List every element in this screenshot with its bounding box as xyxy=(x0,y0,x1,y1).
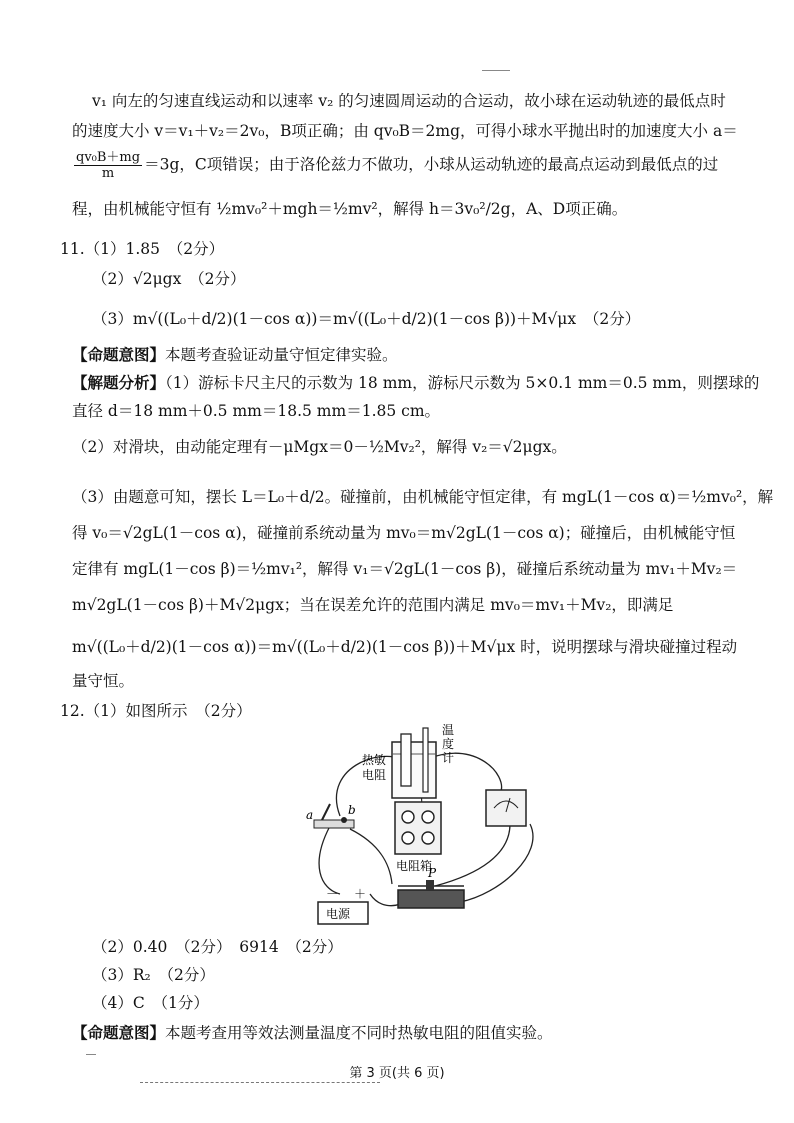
text-line: v₁ 向左的匀速直线运动和以速率 v₂ 的匀速圆周运动的合运动，故小球在运动轨迹的最低点时 xyxy=(92,92,726,110)
thermometer xyxy=(423,728,428,792)
left-mark xyxy=(86,1054,96,1055)
analysis-line: 【解题分析】（1）游标卡尺主尺的示数为 18 mm，游标尺示数为 5×0.1 mm＝0.5 mm，则摆球的 xyxy=(72,374,760,392)
thermistor-label: 热敏 xyxy=(362,753,387,767)
dial xyxy=(422,811,434,823)
analysis-line: 直径 d＝18 mm＋0.5 mm＝18.5 mm＝1.85 cm。 xyxy=(72,402,441,420)
q11-part2: （2）√2μgx （2分） xyxy=(92,270,246,288)
wire xyxy=(370,894,400,906)
wire xyxy=(319,826,340,894)
wire xyxy=(350,829,392,884)
analysis-line: m√2gL(1－cos β)＋M√2μgx；当在误差允许的范围内满足 mv₀＝mv₁＋Mv₂，即满足 xyxy=(72,596,674,614)
text-line: 程，由机械能守恒有 ½mv₀²＋mgh＝½mv²，解得 h＝3v₀²/2g，A、D项正确。 xyxy=(72,200,628,218)
switch-terminal xyxy=(341,817,347,823)
analysis-line: 量守恒。 xyxy=(72,672,135,690)
switch-blade xyxy=(322,804,330,820)
switch-base xyxy=(314,820,354,828)
q12-part2: （2）0.40 （2分） 6914 （2分） xyxy=(92,938,343,956)
slider-label: P xyxy=(428,866,437,880)
resistance-box xyxy=(395,802,441,854)
resistance-box-label: 电阻箱 xyxy=(396,859,433,873)
q11-part3: （3）m√((L₀＋d/2)(1－cos α))＝m√((L₀＋d/2)(1－cos β))＋M√μx （2分） xyxy=(92,310,641,328)
wire xyxy=(435,824,510,886)
rheostat xyxy=(398,890,464,908)
power-minus: － xyxy=(326,887,339,901)
q11-part1: 11.（1）1.85 （2分） xyxy=(60,240,225,258)
analysis-line: m√((L₀＋d/2)(1－cos α))＝m√((L₀＋d/2)(1－cos β))＋M√μx 时，说明摆球与滑块碰撞过程动 xyxy=(72,638,738,656)
thermometer-label: 计 xyxy=(442,751,455,765)
power-plus: ＋ xyxy=(354,887,367,901)
analysis-line: 得 v₀＝√2gL(1－cos α)，碰撞前系统动量为 mv₀＝m√2gL(1－cos α)；碰撞后，由机械能守恒 xyxy=(72,524,736,542)
q12-part3: （3）R₂ （2分） xyxy=(92,966,215,984)
dial xyxy=(402,811,414,823)
thermometer-label: 温 xyxy=(442,724,455,737)
switch-a-label: a xyxy=(306,808,314,822)
dial xyxy=(402,832,414,844)
meter xyxy=(486,790,526,826)
wire xyxy=(460,824,533,902)
dial xyxy=(422,832,434,844)
fraction: $\frac{\text{qv₀B＋mg}}{m}$ xyxy=(76,150,141,181)
analysis-line: （3）由题意可知，摆长 L＝L₀＋d/2。碰撞前，由机械能守恒定律，有 mgL(1－cos α)＝½mv₀²，解 xyxy=(72,488,774,506)
intent-11: 【命题意图】本题考查验证动量守恒定律实验。 xyxy=(72,346,398,364)
beaker xyxy=(392,742,436,798)
q12-part1: 12.（1）如图所示 （2分） xyxy=(60,702,252,720)
text-line-fraction: $\frac{\text{qv₀B＋mg}}{m}$ ＝3g，C项错误；由于洛伦兹力不做功，小球从运动轨迹的最高点运动到最低点的过 xyxy=(76,150,719,181)
thermistor xyxy=(401,734,411,786)
text-line: 的速度大小 v＝v₁＋v₂＝2v₀，B项正确；由 qv₀B＝2mg，可得小球水平抛出时的加速度大小 a＝ xyxy=(72,122,738,140)
thermometer-label: 度 xyxy=(442,737,455,751)
rheostat-slider xyxy=(426,880,434,890)
thermistor-label: 电阻 xyxy=(362,768,387,782)
intent-12: 【命题意图】本题考查用等效法测量温度不同时热敏电阻的阻值实验。 xyxy=(72,1024,553,1042)
analysis-line: （2）对滑块，由动能定理有－μMgx＝0－½Mv₂²，解得 v₂＝√2μgx。 xyxy=(72,438,567,456)
footer-line xyxy=(140,1082,380,1083)
page-footer: 第 3 页(共 6 页) xyxy=(349,1066,445,1081)
switch-b-label: b xyxy=(348,803,356,817)
power-label: 电源 xyxy=(326,907,351,921)
circuit-diagram xyxy=(300,724,550,929)
analysis-line: 定律有 mgL(1－cos β)＝½mv₁²，解得 v₁＝√2gL(1－cos β)，碰撞后系统动量为 mv₁＋Mv₂＝ xyxy=(72,560,738,578)
q12-part4: （4）C （1分） xyxy=(92,994,209,1012)
top-mark xyxy=(482,70,510,71)
